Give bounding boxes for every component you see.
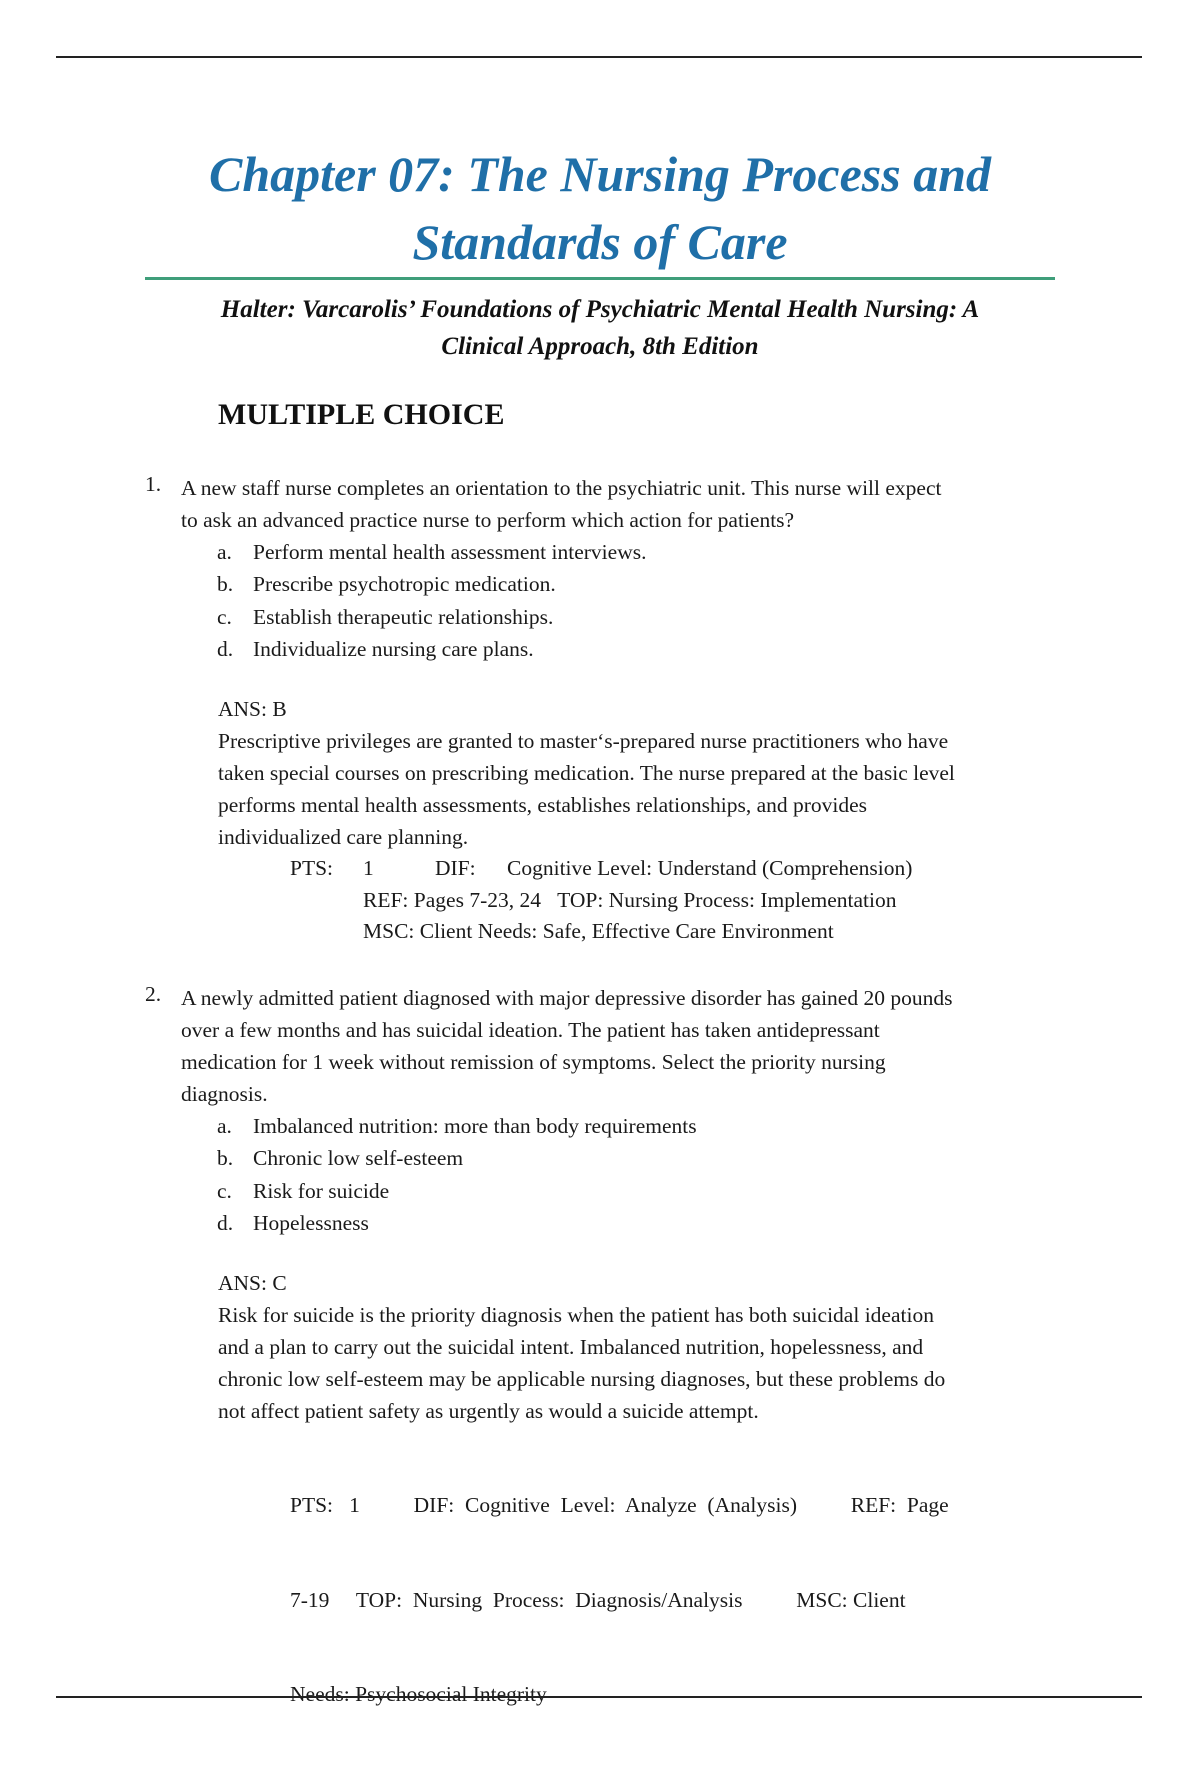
book-subtitle — [145, 291, 1055, 365]
option-a — [217, 1110, 1065, 1142]
question-stem — [181, 472, 1051, 536]
option-letter: c. — [217, 604, 232, 629]
question-metadata — [290, 1427, 1065, 1774]
option-letter: c. — [217, 1178, 232, 1203]
rationale-line: and a plan to carry out the suicidal intent. Imbalanced nutrition, hopelessness, and — [218, 1335, 924, 1360]
option-text: Chronic low self-esteem — [253, 1146, 464, 1171]
option-text: Risk for suicide — [253, 1178, 390, 1203]
stem-line: medication for 1 week without remission of symptoms. Select the priority nursing — [181, 1050, 886, 1074]
rationale — [218, 1299, 1065, 1427]
stem-line: over a few months and has suicidal ideation. The patient has taken antidepressant — [181, 1018, 880, 1042]
title-underline — [145, 277, 1055, 280]
stem-line: A newly admitted patient diagnosed with major depressive disorder has gained 20 pounds — [181, 986, 953, 1010]
meta-line: PTS: 1 DIF: Cognitive Level: Analyze (Analysis) REF: Page — [290, 1493, 949, 1518]
option-letter: a. — [217, 540, 232, 564]
option-d — [217, 633, 1065, 665]
option-b — [217, 1142, 1065, 1174]
title-line-2: Standards of Care — [412, 214, 788, 270]
answer-key: ANS: B — [218, 697, 287, 722]
title-line-1: Chapter 07: The Nursing Process and — [208, 146, 992, 202]
option-a — [217, 536, 1065, 568]
rationale-line: chronic low self-esteem may be applicable nursing diagnoses, but these problems do — [218, 1367, 946, 1392]
option-text: Prescribe psychotropic medication. — [253, 572, 556, 597]
option-letter: d. — [217, 1210, 234, 1235]
dif-label: DIF: — [435, 856, 476, 881]
answer-block — [218, 1267, 1065, 1427]
option-text: Perform mental health assessment interviews. — [253, 540, 647, 564]
bottom-page-rule — [56, 1696, 1142, 1698]
subtitle-line-2: Clinical Approach, 8th Edition — [441, 333, 759, 360]
option-d — [217, 1207, 1065, 1239]
rationale-line: taken special courses on prescribing medication. The nurse prepared at the basic level — [218, 761, 955, 786]
dif-value: Cognitive Level: Understand (Comprehension) — [507, 856, 913, 881]
question-2 — [145, 982, 1065, 1774]
chapter-title — [145, 140, 1055, 276]
top-page-rule — [56, 56, 1142, 58]
option-text: Hopelessness — [253, 1210, 369, 1235]
option-b — [217, 568, 1065, 600]
question-number: 2. — [145, 982, 162, 1006]
subtitle-line-1: Halter: Varcarolis’ Foundations of Psychiatric Mental Health Nursing: A — [220, 296, 980, 323]
option-letter: b. — [217, 1146, 234, 1171]
rationale-line: performs mental health assessments, establishes relationships, and provides — [218, 793, 868, 818]
option-c — [217, 601, 1065, 633]
stem-line: A new staff nurse completes an orientation to the psychiatric unit. This nurse will expect — [181, 476, 942, 500]
stem-line: diagnosis. — [181, 1082, 268, 1106]
rationale-line: individualized care planning. — [218, 825, 469, 850]
answer-key: ANS: C — [218, 1271, 287, 1296]
answer-options — [217, 536, 1065, 665]
stem-line: to ask an advanced practice nurse to perform which action for patients? — [181, 508, 795, 532]
pts-value: 1 — [363, 856, 374, 881]
question-stem — [181, 982, 1051, 1110]
rationale-line: Prescriptive privileges are granted to master‘s-prepared nurse practitioners who have — [218, 729, 949, 754]
pts-label: PTS: — [290, 856, 334, 881]
rationale — [218, 725, 1065, 853]
meta-line: Needs: Psychosocial Integrity — [290, 1682, 547, 1707]
answer-block — [218, 693, 1065, 853]
option-letter: d. — [217, 636, 234, 661]
question-1 — [145, 472, 1065, 948]
option-text: Individualize nursing care plans. — [253, 636, 534, 661]
msc-value: MSC: Client Needs: Safe, Effective Care Environment — [363, 919, 834, 944]
option-letter: b. — [217, 572, 234, 597]
option-c — [217, 1175, 1065, 1207]
ref-value: REF: Pages 7-23, 24 — [363, 887, 541, 912]
rationale-line: Risk for suicide is the priority diagnosis when the patient has both suicidal ideation — [218, 1303, 934, 1328]
meta-line: 7-19 TOP: Nursing Process: Diagnosis/Analysis MSC: Client — [290, 1587, 906, 1612]
question-metadata — [290, 853, 1065, 948]
rationale-line: not affect patient safety as urgently as would a suicide attempt. — [218, 1399, 759, 1424]
section-heading: MULTIPLE CHOICE — [218, 398, 505, 431]
answer-options — [217, 1110, 1065, 1239]
top-value: TOP: Nursing Process: Implementation — [557, 887, 897, 912]
option-text: Establish therapeutic relationships. — [253, 604, 554, 629]
question-number: 1. — [145, 472, 162, 496]
option-text: Imbalanced nutrition: more than body requirements — [253, 1114, 697, 1138]
option-letter: a. — [217, 1114, 232, 1138]
